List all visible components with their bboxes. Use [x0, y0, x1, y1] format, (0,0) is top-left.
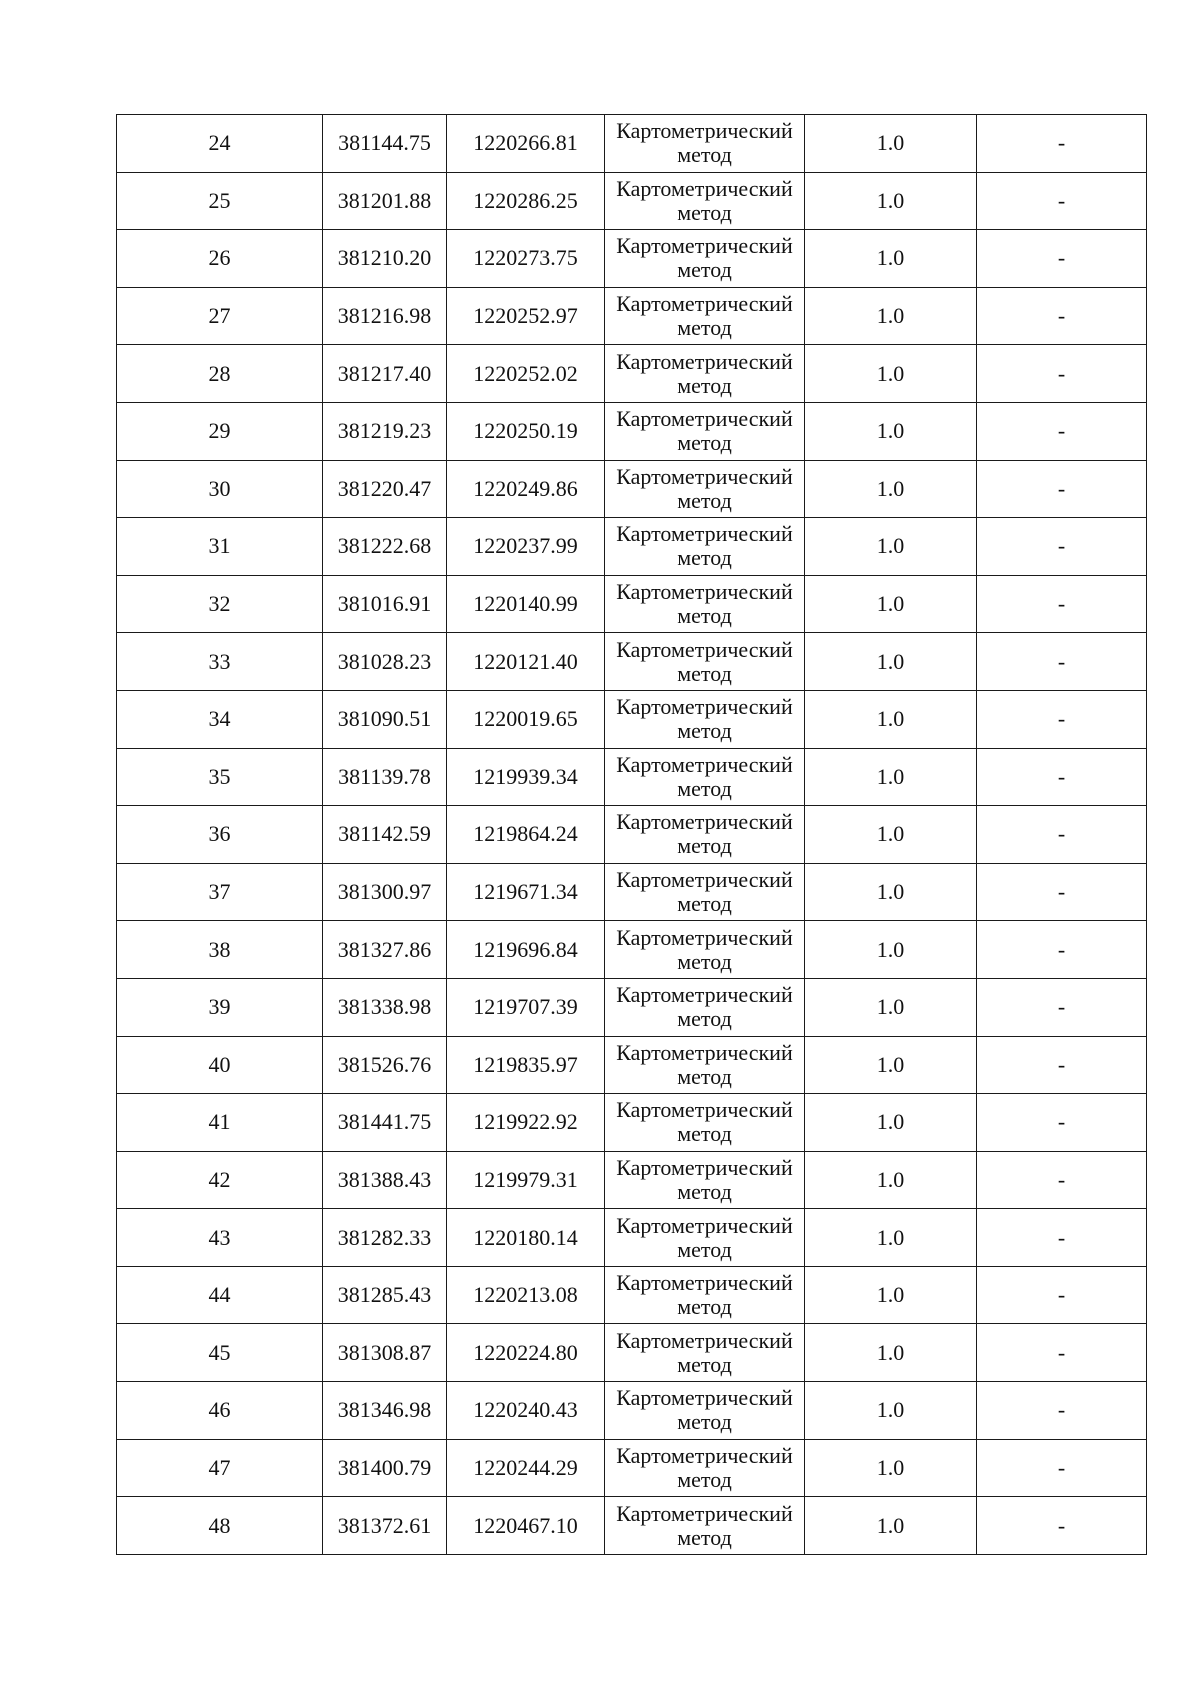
y-coordinate-cell: 1219707.39 — [447, 978, 605, 1036]
table-row — [117, 230, 1147, 288]
note-cell: - — [977, 863, 1147, 921]
point-number-cell: 27 — [117, 287, 323, 345]
point-number-cell: 48 — [117, 1497, 323, 1555]
accuracy-cell: 1.0 — [805, 1151, 977, 1209]
table-row — [117, 575, 1147, 633]
y-coordinate-cell: 1220273.75 — [447, 230, 605, 288]
point-number-cell: 25 — [117, 172, 323, 230]
point-number-cell: 37 — [117, 863, 323, 921]
method-cell — [605, 1094, 805, 1152]
accuracy-cell: 1.0 — [805, 575, 977, 633]
method-line-2: метод — [677, 891, 732, 917]
x-coordinate-cell: 381217.40 — [323, 345, 447, 403]
point-number-cell: 30 — [117, 460, 323, 518]
table-row — [117, 806, 1147, 864]
note-cell: - — [977, 1382, 1147, 1440]
table-row — [117, 921, 1147, 979]
method-line-1: Картометрический — [616, 1154, 793, 1180]
x-coordinate-cell: 381308.87 — [323, 1324, 447, 1382]
x-coordinate-cell: 381285.43 — [323, 1266, 447, 1324]
note-cell: - — [977, 575, 1147, 633]
method-cell — [605, 460, 805, 518]
x-coordinate-cell: 381028.23 — [323, 633, 447, 691]
method-cell — [605, 115, 805, 173]
point-number-cell: 32 — [117, 575, 323, 633]
method-line-1: Картометрический — [616, 1327, 793, 1353]
method-cell — [605, 1151, 805, 1209]
accuracy-cell: 1.0 — [805, 402, 977, 460]
method-cell — [605, 633, 805, 691]
accuracy-cell: 1.0 — [805, 690, 977, 748]
method-line-1: Картометрический — [616, 1442, 793, 1468]
y-coordinate-cell: 1220121.40 — [447, 633, 605, 691]
method-line-1: Картометрический — [616, 118, 793, 144]
method-line-1: Картометрический — [616, 1097, 793, 1123]
accuracy-cell: 1.0 — [805, 633, 977, 691]
method-line-1: Картометрический — [616, 867, 793, 893]
x-coordinate-cell: 381372.61 — [323, 1497, 447, 1555]
accuracy-cell: 1.0 — [805, 978, 977, 1036]
y-coordinate-cell: 1220237.99 — [447, 518, 605, 576]
x-coordinate-cell: 381327.86 — [323, 921, 447, 979]
method-cell — [605, 1439, 805, 1497]
accuracy-cell: 1.0 — [805, 748, 977, 806]
x-coordinate-cell: 381201.88 — [323, 172, 447, 230]
method-line-2: метод — [677, 1178, 732, 1204]
method-cell — [605, 921, 805, 979]
point-number-cell: 26 — [117, 230, 323, 288]
note-cell: - — [977, 1036, 1147, 1094]
x-coordinate-cell: 381346.98 — [323, 1382, 447, 1440]
x-coordinate-cell: 381282.33 — [323, 1209, 447, 1267]
table-row — [117, 633, 1147, 691]
method-cell — [605, 978, 805, 1036]
x-coordinate-cell: 381219.23 — [323, 402, 447, 460]
y-coordinate-cell: 1220224.80 — [447, 1324, 605, 1382]
coordinates-table-body — [117, 115, 1147, 1555]
method-cell — [605, 1209, 805, 1267]
method-line-2: метод — [677, 545, 732, 571]
note-cell: - — [977, 287, 1147, 345]
y-coordinate-cell: 1220252.97 — [447, 287, 605, 345]
table-row — [117, 1266, 1147, 1324]
accuracy-cell: 1.0 — [805, 287, 977, 345]
method-cell — [605, 690, 805, 748]
coordinates-table — [116, 114, 1147, 1555]
table-row — [117, 1382, 1147, 1440]
method-line-1: Картометрический — [616, 1039, 793, 1065]
point-number-cell: 43 — [117, 1209, 323, 1267]
point-number-cell: 39 — [117, 978, 323, 1036]
method-line-1: Картометрический — [616, 1385, 793, 1411]
accuracy-cell: 1.0 — [805, 345, 977, 403]
x-coordinate-cell: 381216.98 — [323, 287, 447, 345]
note-cell: - — [977, 1266, 1147, 1324]
accuracy-cell: 1.0 — [805, 115, 977, 173]
method-line-2: метод — [677, 430, 732, 456]
method-line-1: Картометрический — [616, 751, 793, 777]
method-cell — [605, 345, 805, 403]
method-line-1: Картометрический — [616, 1500, 793, 1526]
point-number-cell: 45 — [117, 1324, 323, 1382]
method-line-1: Картометрический — [616, 1212, 793, 1238]
accuracy-cell: 1.0 — [805, 1382, 977, 1440]
method-cell — [605, 1324, 805, 1382]
note-cell: - — [977, 921, 1147, 979]
point-number-cell: 41 — [117, 1094, 323, 1152]
accuracy-cell: 1.0 — [805, 1094, 977, 1152]
method-line-1: Картометрический — [616, 982, 793, 1008]
method-line-2: метод — [677, 1466, 732, 1492]
accuracy-cell: 1.0 — [805, 460, 977, 518]
note-cell: - — [977, 460, 1147, 518]
point-number-cell: 24 — [117, 115, 323, 173]
method-line-1: Картометрический — [616, 233, 793, 259]
method-line-2: метод — [677, 1409, 732, 1435]
method-line-2: метод — [677, 948, 732, 974]
y-coordinate-cell: 1220249.86 — [447, 460, 605, 518]
y-coordinate-cell: 1220240.43 — [447, 1382, 605, 1440]
note-cell: - — [977, 172, 1147, 230]
method-line-2: метод — [677, 487, 732, 513]
point-number-cell: 42 — [117, 1151, 323, 1209]
y-coordinate-cell: 1219671.34 — [447, 863, 605, 921]
method-line-1: Картометрический — [616, 924, 793, 950]
method-line-2: метод — [677, 660, 732, 686]
accuracy-cell: 1.0 — [805, 863, 977, 921]
method-line-2: метод — [677, 833, 732, 859]
method-line-2: метод — [677, 1524, 732, 1550]
method-line-2: метод — [677, 257, 732, 283]
point-number-cell: 46 — [117, 1382, 323, 1440]
table-row — [117, 345, 1147, 403]
method-line-2: метод — [677, 1351, 732, 1377]
method-line-2: метод — [677, 775, 732, 801]
note-cell: - — [977, 1324, 1147, 1382]
accuracy-cell: 1.0 — [805, 1209, 977, 1267]
note-cell: - — [977, 402, 1147, 460]
y-coordinate-cell: 1220019.65 — [447, 690, 605, 748]
method-cell — [605, 806, 805, 864]
method-line-1: Картометрический — [616, 521, 793, 547]
method-cell — [605, 1036, 805, 1094]
point-number-cell: 38 — [117, 921, 323, 979]
x-coordinate-cell: 381222.68 — [323, 518, 447, 576]
note-cell: - — [977, 806, 1147, 864]
x-coordinate-cell: 381400.79 — [323, 1439, 447, 1497]
x-coordinate-cell: 381300.97 — [323, 863, 447, 921]
y-coordinate-cell: 1220140.99 — [447, 575, 605, 633]
y-coordinate-cell: 1219922.92 — [447, 1094, 605, 1152]
accuracy-cell: 1.0 — [805, 230, 977, 288]
method-line-1: Картометрический — [616, 579, 793, 605]
point-number-cell: 36 — [117, 806, 323, 864]
method-cell — [605, 1266, 805, 1324]
table-row — [117, 460, 1147, 518]
point-number-cell: 28 — [117, 345, 323, 403]
x-coordinate-cell: 381016.91 — [323, 575, 447, 633]
accuracy-cell: 1.0 — [805, 806, 977, 864]
method-line-2: метод — [677, 315, 732, 341]
method-line-2: метод — [677, 142, 732, 168]
table-row — [117, 1209, 1147, 1267]
y-coordinate-cell: 1220250.19 — [447, 402, 605, 460]
table-row — [117, 115, 1147, 173]
note-cell: - — [977, 1094, 1147, 1152]
accuracy-cell: 1.0 — [805, 1497, 977, 1555]
x-coordinate-cell: 381144.75 — [323, 115, 447, 173]
y-coordinate-cell: 1219835.97 — [447, 1036, 605, 1094]
y-coordinate-cell: 1219696.84 — [447, 921, 605, 979]
accuracy-cell: 1.0 — [805, 172, 977, 230]
y-coordinate-cell: 1219979.31 — [447, 1151, 605, 1209]
method-line-2: метод — [677, 1121, 732, 1147]
method-cell — [605, 748, 805, 806]
point-number-cell: 29 — [117, 402, 323, 460]
method-line-1: Картометрический — [616, 291, 793, 317]
point-number-cell: 44 — [117, 1266, 323, 1324]
method-line-1: Картометрический — [616, 175, 793, 201]
method-line-1: Картометрический — [616, 636, 793, 662]
table-row — [117, 1439, 1147, 1497]
point-number-cell: 33 — [117, 633, 323, 691]
y-coordinate-cell: 1220467.10 — [447, 1497, 605, 1555]
table-row — [117, 690, 1147, 748]
table-row — [117, 1497, 1147, 1555]
accuracy-cell: 1.0 — [805, 518, 977, 576]
note-cell: - — [977, 1151, 1147, 1209]
note-cell: - — [977, 978, 1147, 1036]
method-line-2: метод — [677, 372, 732, 398]
method-line-1: Картометрический — [616, 694, 793, 720]
table-row — [117, 1324, 1147, 1382]
x-coordinate-cell: 381526.76 — [323, 1036, 447, 1094]
note-cell: - — [977, 1439, 1147, 1497]
method-line-2: метод — [677, 1236, 732, 1262]
method-cell — [605, 1497, 805, 1555]
method-line-1: Картометрический — [616, 1270, 793, 1296]
table-row — [117, 172, 1147, 230]
note-cell: - — [977, 518, 1147, 576]
method-cell — [605, 402, 805, 460]
method-cell — [605, 518, 805, 576]
y-coordinate-cell: 1220180.14 — [447, 1209, 605, 1267]
table-row — [117, 978, 1147, 1036]
x-coordinate-cell: 381441.75 — [323, 1094, 447, 1152]
accuracy-cell: 1.0 — [805, 1266, 977, 1324]
point-number-cell: 35 — [117, 748, 323, 806]
x-coordinate-cell: 381139.78 — [323, 748, 447, 806]
table-row — [117, 1036, 1147, 1094]
point-number-cell: 34 — [117, 690, 323, 748]
table-row — [117, 287, 1147, 345]
x-coordinate-cell: 381388.43 — [323, 1151, 447, 1209]
x-coordinate-cell: 381142.59 — [323, 806, 447, 864]
method-line-2: метод — [677, 199, 732, 225]
table-row — [117, 863, 1147, 921]
note-cell: - — [977, 1497, 1147, 1555]
y-coordinate-cell: 1220213.08 — [447, 1266, 605, 1324]
method-line-1: Картометрический — [616, 463, 793, 489]
x-coordinate-cell: 381220.47 — [323, 460, 447, 518]
x-coordinate-cell: 381338.98 — [323, 978, 447, 1036]
note-cell: - — [977, 1209, 1147, 1267]
y-coordinate-cell: 1220252.02 — [447, 345, 605, 403]
note-cell: - — [977, 230, 1147, 288]
method-line-2: метод — [677, 718, 732, 744]
x-coordinate-cell: 381210.20 — [323, 230, 447, 288]
table-row — [117, 402, 1147, 460]
method-cell — [605, 287, 805, 345]
method-line-1: Картометрический — [616, 348, 793, 374]
point-number-cell: 31 — [117, 518, 323, 576]
method-cell — [605, 172, 805, 230]
y-coordinate-cell: 1219939.34 — [447, 748, 605, 806]
note-cell: - — [977, 115, 1147, 173]
accuracy-cell: 1.0 — [805, 921, 977, 979]
y-coordinate-cell: 1219864.24 — [447, 806, 605, 864]
note-cell: - — [977, 748, 1147, 806]
y-coordinate-cell: 1220286.25 — [447, 172, 605, 230]
note-cell: - — [977, 690, 1147, 748]
y-coordinate-cell: 1220266.81 — [447, 115, 605, 173]
table-row — [117, 748, 1147, 806]
method-line-2: метод — [677, 1063, 732, 1089]
method-cell — [605, 230, 805, 288]
method-line-1: Картометрический — [616, 809, 793, 835]
accuracy-cell: 1.0 — [805, 1324, 977, 1382]
note-cell: - — [977, 633, 1147, 691]
method-cell — [605, 863, 805, 921]
y-coordinate-cell: 1220244.29 — [447, 1439, 605, 1497]
method-line-1: Картометрический — [616, 406, 793, 432]
x-coordinate-cell: 381090.51 — [323, 690, 447, 748]
method-line-2: метод — [677, 603, 732, 629]
point-number-cell: 40 — [117, 1036, 323, 1094]
table-row — [117, 1094, 1147, 1152]
table-row — [117, 518, 1147, 576]
table-row — [117, 1151, 1147, 1209]
method-cell — [605, 575, 805, 633]
point-number-cell: 47 — [117, 1439, 323, 1497]
method-line-2: метод — [677, 1006, 732, 1032]
note-cell: - — [977, 345, 1147, 403]
method-cell — [605, 1382, 805, 1440]
accuracy-cell: 1.0 — [805, 1439, 977, 1497]
accuracy-cell: 1.0 — [805, 1036, 977, 1094]
method-line-2: метод — [677, 1294, 732, 1320]
